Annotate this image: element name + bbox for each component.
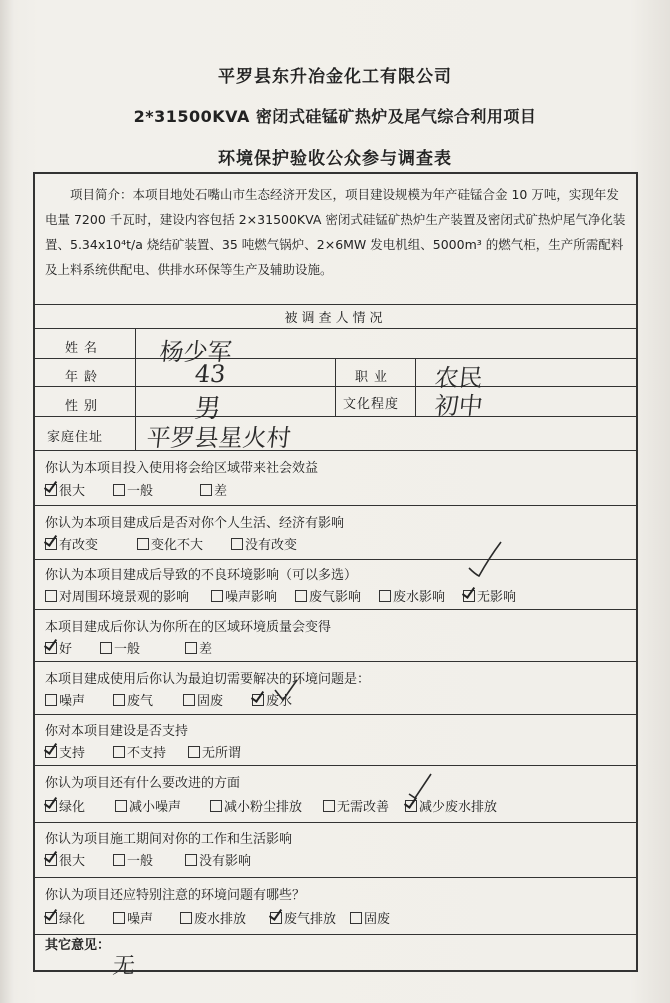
- checkbox-checked[interactable]: [45, 746, 57, 758]
- company-title: 平罗县东升冶金化工有限公司: [218, 67, 452, 87]
- option-label: 噪声: [59, 694, 86, 709]
- option-label: 一般: [127, 854, 154, 869]
- survey-table: [33, 172, 638, 979]
- address-label: 家庭住址: [47, 430, 104, 445]
- option-label: 不支持: [127, 746, 167, 761]
- option-poor[interactable]: [200, 480, 227, 499]
- option-label: 没有改变: [245, 538, 298, 553]
- column-rule: [135, 328, 136, 450]
- checkbox[interactable]: [185, 854, 197, 866]
- option-little-change[interactable]: [137, 534, 203, 553]
- occupation-value: 农民: [433, 364, 485, 392]
- respondent-section-title: 被调查人情况: [284, 311, 387, 326]
- option-label: 无需改善: [337, 800, 390, 815]
- option-greening[interactable]: [45, 796, 85, 815]
- option-label: 减小粉尘排放: [224, 800, 303, 815]
- option-poor[interactable]: [185, 638, 212, 657]
- option-label: 废气排放: [284, 912, 337, 927]
- checkbox-checked[interactable]: [463, 590, 475, 602]
- option-very-large[interactable]: [45, 850, 85, 869]
- question-9: 你认为项目还应特别注意的环境问题有哪些？: [45, 888, 306, 903]
- option-landscape-impact[interactable]: [45, 586, 189, 605]
- divider: [35, 559, 636, 560]
- option-label: 一般: [127, 484, 154, 499]
- other-opinions-label: 其它意见：: [45, 938, 111, 953]
- gender-value: 男: [193, 394, 223, 424]
- column-rule: [335, 358, 336, 416]
- checkbox[interactable]: [113, 484, 125, 496]
- divider: [35, 416, 636, 417]
- checkbox[interactable]: [350, 912, 362, 924]
- address-value: 平罗县星火村: [145, 424, 293, 452]
- other-opinions-value: 无: [111, 954, 137, 979]
- option-very-large[interactable]: [45, 480, 85, 499]
- divider: [35, 661, 636, 662]
- checkbox[interactable]: [200, 484, 212, 496]
- option-label: 很大: [59, 854, 86, 869]
- option-label: 差: [214, 484, 228, 499]
- name-label: 姓名: [65, 341, 104, 356]
- option-label: 对周围环境景观的影响: [59, 590, 190, 605]
- handwritten-tick-icon: [271, 674, 301, 704]
- divider: [35, 877, 636, 878]
- gender-label: 性别: [65, 399, 104, 414]
- option-label: 废水影响: [393, 590, 446, 605]
- option-label: 噪声: [127, 912, 154, 927]
- option-label: 很大: [59, 484, 86, 499]
- checkbox[interactable]: [113, 746, 125, 758]
- divider: [35, 765, 636, 766]
- checkbox-checked[interactable]: [45, 642, 57, 654]
- option-label: 减少废水排放: [419, 800, 498, 815]
- question-3: 你认为本项目建成后导致的不良环境影响（可以多选）: [45, 568, 358, 583]
- checkbox[interactable]: [185, 642, 197, 654]
- option-no-impact[interactable]: [185, 850, 251, 869]
- checkbox-checked[interactable]: [252, 694, 264, 706]
- checkbox[interactable]: [231, 538, 243, 550]
- option-label: 差: [199, 642, 213, 657]
- checkbox-checked[interactable]: [45, 800, 57, 812]
- option-label: 减小噪声: [129, 800, 182, 815]
- option-support[interactable]: [45, 742, 85, 761]
- option-label: 废水: [266, 694, 293, 709]
- checkbox[interactable]: [180, 912, 192, 924]
- checkbox-checked[interactable]: [45, 484, 57, 496]
- education-value: 初中: [433, 392, 485, 420]
- option-noise[interactable]: [113, 908, 153, 927]
- option-label: 有改变: [59, 538, 99, 553]
- age-label: 年龄: [65, 370, 104, 385]
- divider: [35, 328, 636, 329]
- question-1: 你认为本项目投入使用将会给区域带来社会效益: [45, 461, 319, 476]
- question-2: 你认为本项目建成后是否对你个人生活、经济有影响: [45, 516, 345, 531]
- checkbox[interactable]: [323, 800, 335, 812]
- divider: [35, 934, 636, 935]
- checkbox[interactable]: [295, 590, 307, 602]
- option-gas-impact[interactable]: [295, 586, 361, 605]
- education-label: 文化程度: [343, 397, 400, 412]
- divider: [35, 822, 636, 823]
- option-label: 固废: [197, 694, 224, 709]
- checkbox[interactable]: [115, 800, 127, 812]
- option-noise[interactable]: [45, 690, 85, 709]
- option-gas-discharge[interactable]: [270, 908, 336, 927]
- checkbox[interactable]: [188, 746, 200, 758]
- option-average[interactable]: [113, 480, 153, 499]
- checkbox-checked[interactable]: [405, 800, 417, 812]
- checkbox-checked[interactable]: [45, 854, 57, 866]
- checkbox[interactable]: [210, 800, 222, 812]
- option-not-support[interactable]: [113, 742, 166, 761]
- divider: [35, 304, 636, 305]
- option-label: 变化不大: [151, 538, 204, 553]
- option-no-change[interactable]: [231, 534, 297, 553]
- option-noise-impact[interactable]: [211, 586, 277, 605]
- form-title: 环境保护验收公众参与调查表: [218, 149, 452, 169]
- option-label: 废气: [127, 694, 154, 709]
- option-label: 绿化: [59, 912, 86, 927]
- question-5: 本项目建成使用后你认为最迫切需要解决的环境问题是：: [45, 672, 371, 687]
- option-no-impact[interactable]: [463, 586, 516, 605]
- option-reduce-noise[interactable]: [115, 796, 181, 815]
- divider: [35, 714, 636, 715]
- option-label: 废气影响: [309, 590, 362, 605]
- divider: [35, 609, 636, 610]
- option-label: 好: [59, 642, 73, 657]
- option-greening[interactable]: [45, 908, 85, 927]
- option-label: 一般: [114, 642, 141, 657]
- option-solid-waste[interactable]: [350, 908, 390, 927]
- option-label: 噪声影响: [225, 590, 278, 605]
- option-gas[interactable]: [113, 690, 153, 709]
- project-intro: 项目简介：本项目地处石嘴山市生态经济开发区，项目建设规模为年产硅锰合金 10 万吨，实现年发电量 7200 千瓦时，建设内容包括 2×31500KVA 密闭式硅锰矿热炉生产装置及密闭式矿热炉尾气净化装置、5.34x10⁴t/a 烧结矿装置、35 吨燃气锅炉、2×6MW 发电机组、5000m³ 的燃气柜，生产所需配料及上料系统供配电、供排水环保等生产及辅助设施。: [45, 187, 626, 277]
- checkbox[interactable]: [113, 854, 125, 866]
- option-average[interactable]: [100, 638, 140, 657]
- option-label: 没有影响: [199, 854, 252, 869]
- option-indifferent[interactable]: [188, 742, 241, 761]
- option-label: 废水排放: [194, 912, 247, 927]
- option-label: 无影响: [477, 590, 517, 605]
- option-good[interactable]: [45, 638, 72, 657]
- checkbox-checked[interactable]: [45, 912, 57, 924]
- checkbox[interactable]: [211, 590, 223, 602]
- divider: [35, 505, 636, 506]
- checkbox[interactable]: [113, 912, 125, 924]
- checkbox[interactable]: [183, 694, 195, 706]
- option-reduce-dust[interactable]: [210, 796, 302, 815]
- option-label: 固废: [364, 912, 391, 927]
- handwritten-tick-icon: [465, 538, 505, 578]
- checkbox[interactable]: [45, 694, 57, 706]
- age-value: 43: [193, 360, 228, 388]
- option-wastewater-discharge[interactable]: [180, 908, 246, 927]
- checkbox[interactable]: [379, 590, 391, 602]
- checkbox[interactable]: [113, 694, 125, 706]
- divider: [35, 450, 636, 451]
- question-6: 你对本项目建设是否支持: [45, 724, 189, 739]
- column-rule: [415, 358, 416, 416]
- checkbox[interactable]: [45, 590, 57, 602]
- project-title: 2*31500KVA 密闭式硅锰矿热炉及尾气综合利用项目: [133, 107, 537, 126]
- option-changed[interactable]: [45, 534, 98, 553]
- question-4: 本项目建成后你认为你所在的区域环境质量会变得: [45, 620, 332, 635]
- option-average[interactable]: [113, 850, 153, 869]
- option-label: 绿化: [59, 800, 86, 815]
- name-value: 杨少军: [158, 338, 234, 366]
- option-water-impact[interactable]: [379, 586, 445, 605]
- question-7: 你认为项目还有什么要改进的方面: [45, 776, 241, 791]
- checkbox[interactable]: [137, 538, 149, 550]
- option-no-improvement[interactable]: [323, 796, 389, 815]
- checkbox-checked[interactable]: [45, 538, 57, 550]
- option-label: 无所谓: [202, 746, 242, 761]
- option-solid-waste[interactable]: [183, 690, 223, 709]
- checkbox-checked[interactable]: [270, 912, 282, 924]
- question-8: 你认为项目施工期间对你的工作和生活影响: [45, 832, 293, 847]
- handwritten-tick-icon: [405, 770, 435, 800]
- occupation-label: 职业: [355, 370, 394, 385]
- option-label: 支持: [59, 746, 86, 761]
- checkbox[interactable]: [100, 642, 112, 654]
